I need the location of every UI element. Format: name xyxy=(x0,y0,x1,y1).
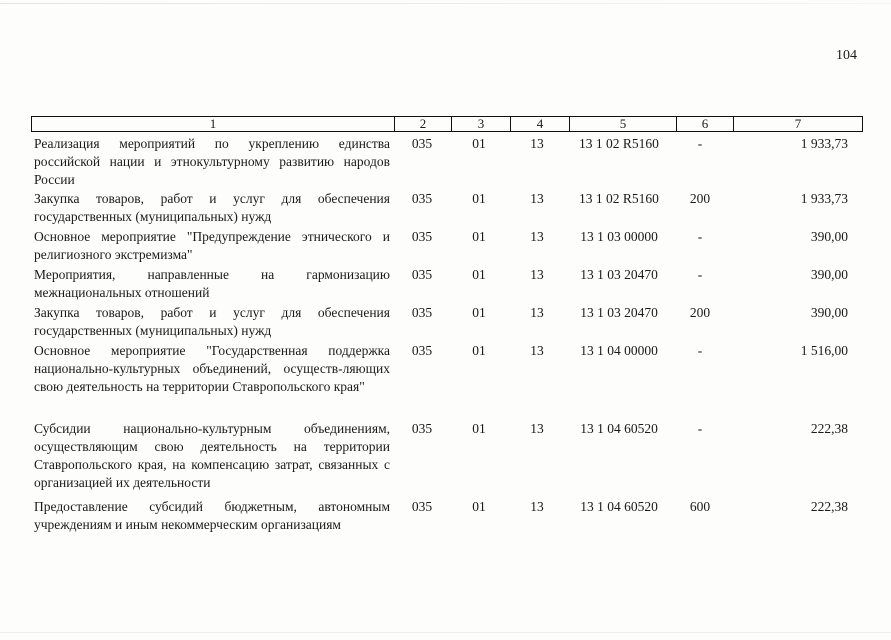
row-col-4: 13 xyxy=(530,191,544,206)
row-col-2: 035 xyxy=(411,343,433,358)
header-col-2: 2 xyxy=(395,117,452,132)
row-col-4: 13 xyxy=(530,305,544,320)
row-col-7: 1 516,00 xyxy=(800,343,848,358)
row-col-6: - xyxy=(697,136,703,151)
header-col-1: 1 xyxy=(32,117,395,132)
row-col-7: 390,00 xyxy=(810,229,848,244)
row-col-5: 13 1 04 60520 xyxy=(580,499,658,514)
row-col-4: 13 xyxy=(530,229,544,244)
row-col-5: 13 1 02 R5160 xyxy=(579,191,659,206)
row-col-5: 13 1 04 00000 xyxy=(580,343,658,358)
row-col-2: 035 xyxy=(411,499,433,514)
row-col-7: 1 933,73 xyxy=(800,191,848,206)
row-col-6: - xyxy=(697,267,703,282)
row-col-5: 13 1 03 00000 xyxy=(580,229,658,244)
row-name: Субсидии национально-культурным объединениям, осуществляющим свою деятельность на территории Ставропольского края, на компенсацию затрат, связанных с организацией их деятельности xyxy=(34,421,390,490)
row-col-2: 035 xyxy=(411,421,433,436)
row-col-4: 13 xyxy=(530,499,544,514)
row-col-2: 035 xyxy=(411,191,433,206)
row-name: Предоставление субсидий бюджетным, автономным учреждениям и иным некоммерческим организациям xyxy=(34,499,390,532)
row-col-2: 035 xyxy=(411,136,433,151)
header-col-7: 7 xyxy=(734,117,863,132)
row-col-3: 01 xyxy=(472,499,486,514)
row-name: Основное мероприятие "Государственная поддержка национально-культурных объединений, осуществ-ляющих свою деятельность на территории Ставропольского края" xyxy=(34,343,390,394)
header-col-6: 6 xyxy=(677,117,734,132)
row-col-3: 01 xyxy=(472,421,486,436)
row-col-6: - xyxy=(697,229,703,244)
row-col-7: 390,00 xyxy=(810,267,848,282)
row-col-2: 035 xyxy=(411,229,433,244)
row-name: Закупка товаров, работ и услуг для обеспечения государственных (муниципальных) нужд xyxy=(34,191,390,224)
row-col-7: 390,00 xyxy=(810,305,848,320)
row-col-5: 13 1 03 20470 xyxy=(580,305,658,320)
row-col-6: - xyxy=(697,343,703,358)
page-number: 104 xyxy=(836,48,857,63)
row-col-4: 13 xyxy=(530,267,544,282)
row-col-5: 13 1 02 R5160 xyxy=(579,136,659,151)
row-col-4: 13 xyxy=(530,343,544,358)
header-col-3: 3 xyxy=(452,117,511,132)
row-col-7: 222,38 xyxy=(810,421,848,436)
row-col-3: 01 xyxy=(472,229,486,244)
row-col-3: 01 xyxy=(472,267,486,282)
row-col-7: 222,38 xyxy=(810,499,848,514)
row-col-4: 13 xyxy=(530,136,544,151)
row-col-4: 13 xyxy=(530,421,544,436)
row-name: Мероприятия, направленные на гармонизацию межнациональных отношений xyxy=(34,267,390,300)
column-number-header xyxy=(31,116,863,132)
scan-edge-bottom xyxy=(0,632,891,633)
row-col-3: 01 xyxy=(472,136,486,151)
row-col-2: 035 xyxy=(411,305,433,320)
row-col-7: 1 933,73 xyxy=(800,136,848,151)
row-col-5: 13 1 03 20470 xyxy=(580,267,658,282)
header-col-5: 5 xyxy=(570,117,677,132)
row-col-2: 035 xyxy=(411,267,433,282)
header-col-4: 4 xyxy=(511,117,570,132)
row-col-6: 600 xyxy=(689,499,711,514)
row-col-6: - xyxy=(697,421,703,436)
row-name: Реализация мероприятий по укреплению единства российской нации и этнокультурному развитию народов России xyxy=(34,136,390,187)
row-col-6: 200 xyxy=(689,305,711,320)
scan-edge-top xyxy=(0,3,891,4)
row-name: Основное мероприятие "Предупреждение этнического и религиозного экстремизма" xyxy=(34,229,390,262)
row-col-6: 200 xyxy=(689,191,711,206)
row-name: Закупка товаров, работ и услуг для обеспечения государственных (муниципальных) нужд xyxy=(34,305,390,338)
row-col-5: 13 1 04 60520 xyxy=(580,421,658,436)
row-col-3: 01 xyxy=(472,191,486,206)
row-col-3: 01 xyxy=(472,305,486,320)
row-col-3: 01 xyxy=(472,343,486,358)
